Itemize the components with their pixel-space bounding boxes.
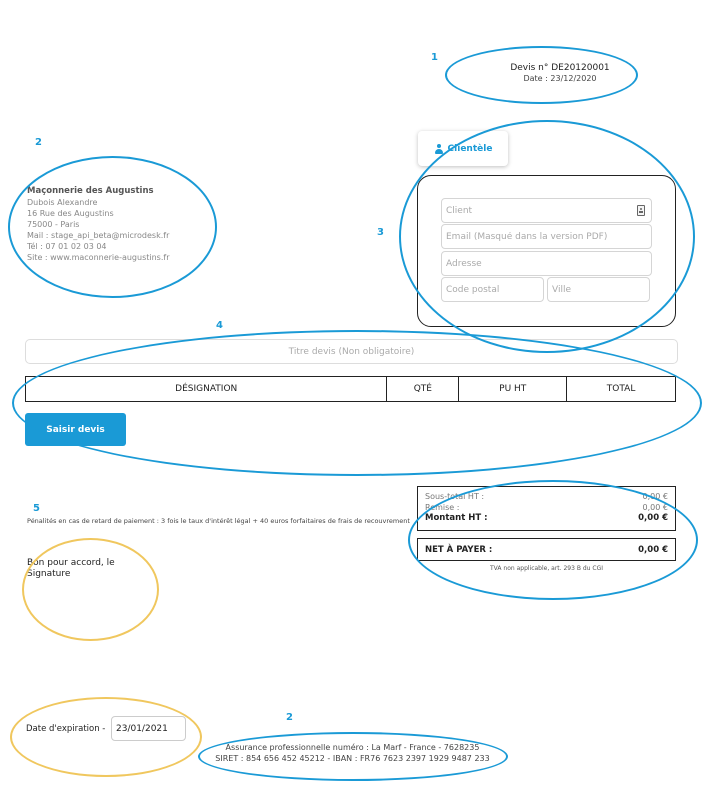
subtotal-label: Sous-total HT : xyxy=(425,492,485,501)
discount-label: Remise : xyxy=(425,503,460,512)
quote-lines-table xyxy=(25,376,676,402)
siret-iban-line: SIRET : 854 656 452 45212 - IBAN : FR76 7623 2397 1929 9487 233 xyxy=(215,754,490,763)
quote-date: Date : 23/12/2020 xyxy=(523,74,597,83)
signature-area: Bon pour accord, le Signature xyxy=(27,558,115,579)
insurance-line: Assurance professionnelle numéro : La Marf - France - 7628235 xyxy=(225,743,480,752)
clientele-tab-label: Clientèle xyxy=(447,143,493,154)
net-to-pay-label: NET À PAYER : xyxy=(425,544,493,555)
net-to-pay-value: 0,00 € xyxy=(638,544,668,555)
tva-note: TVA non applicable, art. 293 B du CGI xyxy=(490,565,603,572)
city-input[interactable] xyxy=(547,277,650,302)
contact-card-icon[interactable] xyxy=(637,205,645,216)
company-city: 75000 - Paris xyxy=(27,220,80,229)
discount-value: 0,00 € xyxy=(642,503,668,512)
clientele-tab[interactable] xyxy=(418,131,508,166)
subtotal-row xyxy=(425,491,668,502)
column-quantity: QTÉ xyxy=(387,377,459,402)
company-owner: Dubois Alexandre xyxy=(27,198,98,207)
table-header-row xyxy=(26,377,676,402)
company-mail: Mail : stage_api_beta@microdesk.fr xyxy=(27,231,170,240)
annotation-number-2-footer: 2 xyxy=(286,712,293,723)
company-site: Site : www.maconnerie-augustins.fr xyxy=(27,253,170,262)
annotation-number-2: 2 xyxy=(35,137,42,148)
column-designation: DÉSIGNATION xyxy=(26,377,387,402)
annotation-ellipse-signature xyxy=(22,538,159,641)
company-tel: Tél : 07 01 02 03 04 xyxy=(27,242,107,251)
amount-ht-row xyxy=(425,513,668,524)
company-street: 16 Rue des Augustins xyxy=(27,209,114,218)
address-input[interactable] xyxy=(441,251,652,276)
subtotal-value: 0,00 € xyxy=(642,492,668,501)
company-name: Maçonnerie des Augustins xyxy=(27,186,154,196)
quote-number: Devis n° DE20120001 xyxy=(510,63,610,73)
company-info xyxy=(27,186,169,263)
net-to-pay-box xyxy=(417,538,676,561)
column-total: TOTAL xyxy=(567,377,676,402)
footer-legal xyxy=(140,742,565,764)
postal-code-input[interactable] xyxy=(441,277,544,302)
user-icon xyxy=(434,144,444,154)
annotation-number-5: 5 xyxy=(33,503,40,514)
late-payment-penalties: Pénalités en cas de retard de paiement : 3 fois le taux d'intérêt légal + 40 euros forfaitaires de frais de recouvrement xyxy=(27,517,410,525)
quote-title-input[interactable] xyxy=(25,339,678,364)
amount-ht-label: Montant HT : xyxy=(425,513,488,523)
annotation-number-1: 1 xyxy=(431,52,438,63)
saisir-devis-button[interactable]: Saisir devis xyxy=(25,413,126,446)
expiration-label: Date d'expiration - xyxy=(26,724,106,734)
client-input[interactable] xyxy=(441,198,652,223)
annotation-number-3: 3 xyxy=(377,227,384,238)
discount-row xyxy=(425,502,668,513)
amount-ht-value: 0,00 € xyxy=(638,513,668,523)
totals-box xyxy=(417,486,676,531)
expiration-date-input[interactable] xyxy=(111,716,186,741)
annotation-number-4: 4 xyxy=(216,320,223,331)
email-input[interactable] xyxy=(441,224,652,249)
column-unit-price: PU HT xyxy=(459,377,567,402)
